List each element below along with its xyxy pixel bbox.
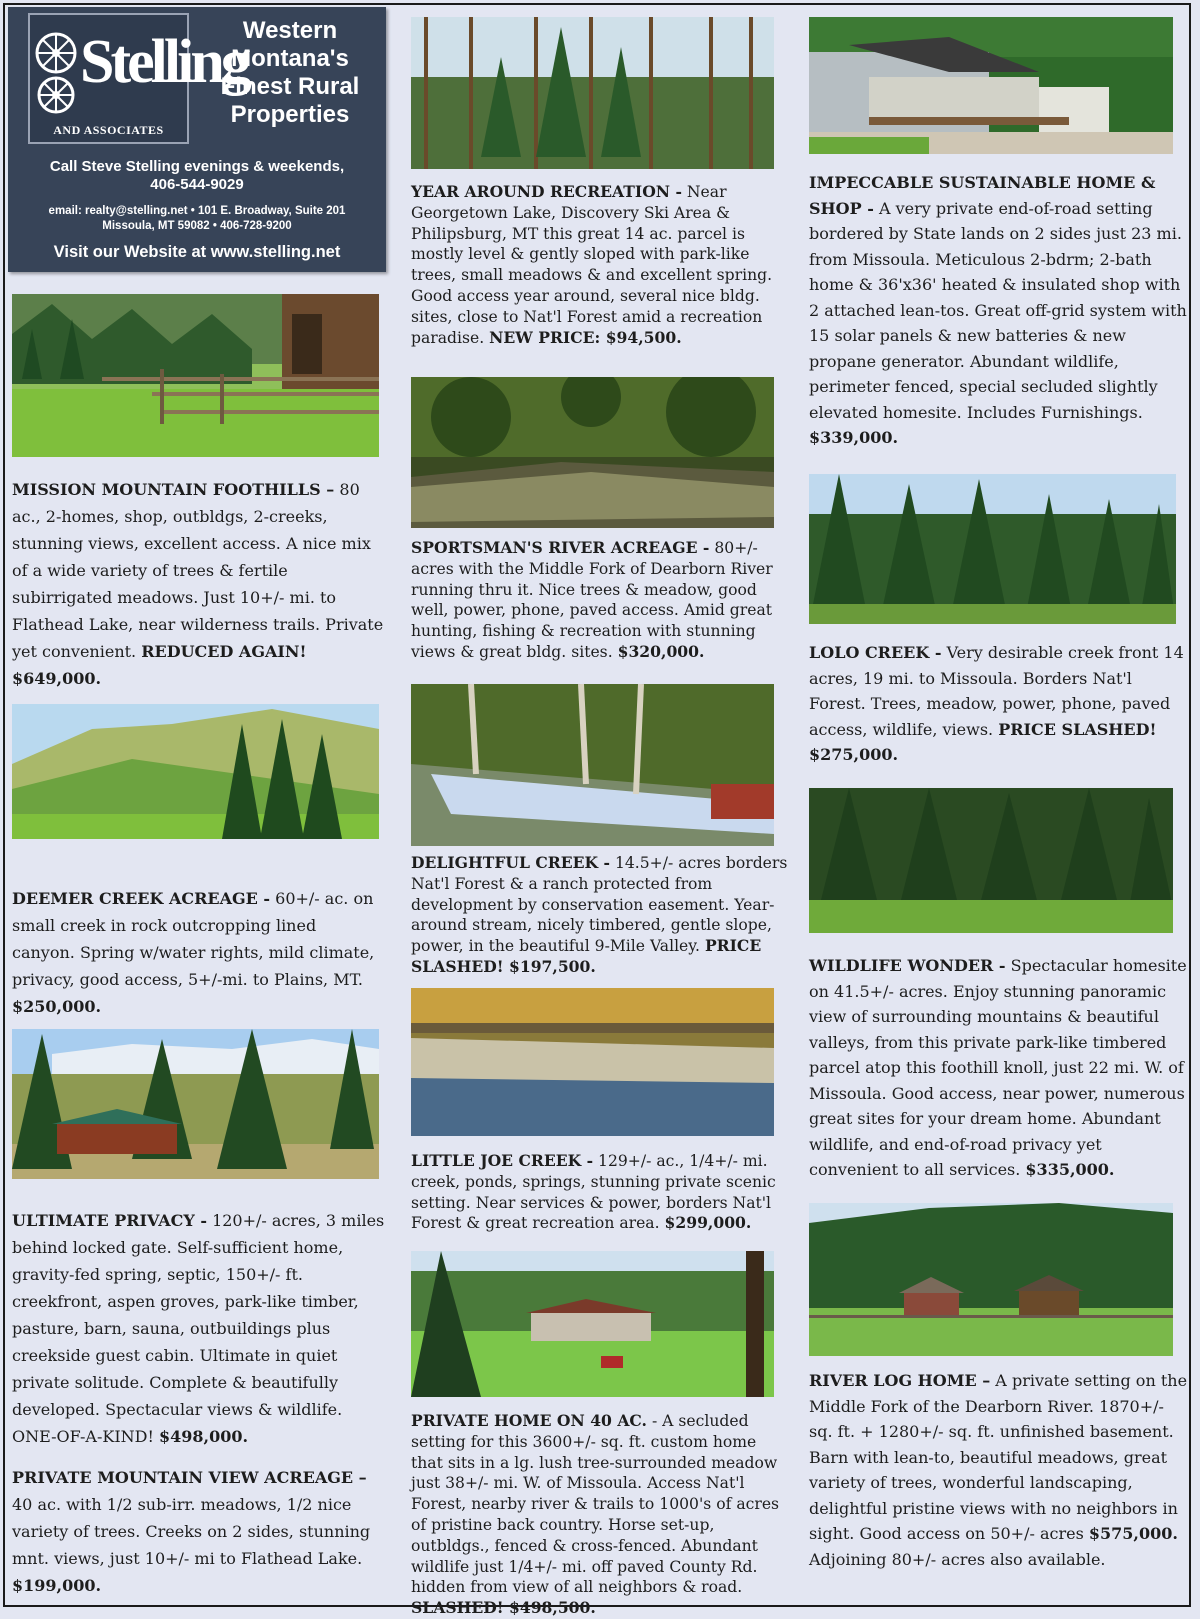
listing-title: ULTIMATE PRIVACY - bbox=[12, 1211, 207, 1230]
listing-body: A very private end-of-road setting bordered by State lands on 2 sides just 23 mi. from Missoula. Meticulous 2-bdrm; 2-bath home & 36'x36' heated & insulated shop with 2 attached lean-tos. Great off-grid system with 15 solar panels & new batteries & new propane generator. Abundant wildlife, perimeter fenced, special secluded slightly elevated homesite. Includes Furnishings. bbox=[809, 198, 1187, 422]
photo-river-log-home bbox=[809, 1203, 1173, 1356]
photo-deemer-creek bbox=[12, 704, 379, 839]
listing-title: LITTLE JOE CREEK - bbox=[411, 1151, 594, 1170]
listing-year-around-recreation bbox=[411, 182, 789, 348]
listing-title: PRIVATE HOME ON 40 AC. bbox=[411, 1411, 647, 1430]
listing-price: NEW PRICE: $94,500. bbox=[489, 327, 682, 347]
photo-impeccable-sustainable-home bbox=[809, 17, 1173, 154]
email-address-line[interactable]: email: realty@stelling.net • 101 E. Broadway, Suite 201 bbox=[48, 205, 346, 217]
listing-price: $498,000. bbox=[158, 1427, 249, 1446]
postal-address-line: Missoula, MT 59082 • 406-728-9200 bbox=[102, 220, 292, 232]
call-line: Call Steve Stelling evenings & weekends, bbox=[49, 158, 345, 175]
listing-private-home-40-ac bbox=[411, 1411, 789, 1619]
listing-price: $339,000. bbox=[809, 428, 899, 447]
logo-wordmark: Stelling bbox=[80, 28, 248, 96]
listing-body: 40 ac. with 1/2 sub-irr. meadows, 1/2 nice variety of trees. Creeks on 2 sides, stunning mnt. views, just 10+/- mi to Flathead Lake. bbox=[12, 1495, 371, 1568]
photo-year-around-recreation bbox=[411, 17, 774, 169]
photo-mission-mountain bbox=[12, 294, 379, 457]
logo-subtitle: AND ASSOCIATES bbox=[53, 123, 164, 137]
listing-tail: Adjoining 80+/- acres also available. bbox=[809, 1549, 1106, 1569]
call-phone[interactable]: 406-544-9029 bbox=[150, 176, 244, 193]
listing-price: SLASHED! $498,500. bbox=[411, 1598, 596, 1618]
listing-sportsmans-river bbox=[411, 538, 789, 663]
listing-price: $299,000. bbox=[664, 1213, 752, 1233]
photo-delightful-creek bbox=[411, 684, 774, 846]
wagon-wheel-icon bbox=[34, 23, 78, 123]
listing-price: PRICE SLASHED! $197,500. bbox=[411, 936, 762, 976]
listing-body: 129+/- ac., 1/4+/- mi. creek, ponds, springs, stunning private scenic setting. Near services & power, borders Nat'l Forest & great recreation area. bbox=[411, 1152, 776, 1233]
photo-wildlife-wonder bbox=[809, 788, 1173, 933]
listing-title: YEAR AROUND RECREATION - bbox=[411, 182, 682, 201]
listing-little-joe-creek bbox=[411, 1151, 789, 1234]
listing-price: REDUCED AGAIN! $649,000. bbox=[12, 642, 307, 688]
listing-title: LOLO CREEK - bbox=[809, 643, 942, 662]
listing-price: PRICE SLASHED! $275,000. bbox=[809, 719, 1157, 764]
photo-ultimate-privacy bbox=[12, 1029, 379, 1179]
photo-private-home-40-ac bbox=[411, 1251, 774, 1397]
listing-price: $575,000. bbox=[1088, 1524, 1178, 1543]
listing-body: 14.5+/- acres borders Nat'l Forest & a ranch protected from development by conservation easement. Year-around stream, nicely timbered, gentle slope, power, in the beautiful 9-Mile Valley. bbox=[411, 854, 788, 956]
listing-title: PRIVATE MOUNTAIN VIEW ACREAGE – bbox=[12, 1468, 367, 1487]
listing-title: MISSION MOUNTAIN FOOTHILLS – bbox=[12, 480, 335, 499]
listing-body: 120+/- acres, 3 miles behind locked gate. Self-sufficient home, gravity-fed spring, septic, 150+/- ft. creekfront, aspen groves, park-like timber, pasture, barn, sauna, outbuildings plus creekside guest cabin. Ultimate in quiet private solitude. Complete & beautifully developed. Spectacular views & wildlife. ONE-OF-A-KIND! bbox=[12, 1211, 385, 1446]
photo-little-joe-creek bbox=[411, 988, 774, 1136]
listing-body: Very desirable creek front 14 acres, 19 mi. to Missoula. Borders Nat'l Forest. Trees, meadow, power, phone, paved access, wildlife, views. bbox=[809, 643, 1184, 739]
listing-price: $250,000. bbox=[12, 997, 102, 1016]
listing-title: WILDLIFE WONDER - bbox=[809, 956, 1006, 975]
listing-body: A private setting on the Middle Fork of the Dearborn River. 1870+/- sq. ft. + 1280+/- sq. ft. unfinished basement. Barn with lean-to, beautiful meadows, great variety of trees, wonderful landscaping, delightful pristine views with no neighbors in sight. Good access on 50+/- acres bbox=[809, 1371, 1188, 1543]
listing-body: Near Georgetown Lake, Discovery Ski Area & Philipsburg, MT this great 14 ac. parcel is mostly level & gently sloped with park-like trees, small meadows & and excellent spring. Good access year around, several nice bldg. sites, close to Nat'l Forest amid a recreation paradise. bbox=[411, 183, 773, 347]
listing-deemer-creek bbox=[12, 885, 384, 1020]
listing-body: 60+/- ac. on small creek in rock outcropping lined canyon. Spring w/water rights, mild climate, privacy, good access, 5+/-mi. to Plains, MT. bbox=[12, 889, 375, 989]
listing-private-mountain-view bbox=[12, 1464, 387, 1599]
listing-impeccable-sustainable-home bbox=[809, 170, 1189, 451]
listing-ultimate-privacy bbox=[12, 1207, 387, 1450]
listing-title: DEEMER CREEK ACREAGE - bbox=[12, 889, 271, 908]
photo-lolo-creek bbox=[809, 474, 1176, 624]
listing-body: 80+/- acres with the Middle Fork of Dearborn River running thru it. Nice trees & meadow, good well, power, phone, paved access. Amid great hunting, fishing & recreation with stunning views & great bldg. sites. bbox=[411, 539, 773, 661]
photo-sportsmans-river bbox=[411, 377, 774, 528]
listing-delightful-creek bbox=[411, 853, 789, 978]
listing-price: $199,000. bbox=[12, 1576, 102, 1595]
listing-wildlife-wonder bbox=[809, 953, 1189, 1183]
listing-body: - A secluded setting for this 3600+/- sq. ft. custom home that sits in a lg. lush tree-surrounded meadow just 38+/- mi. W. of Missoula. Access Nat'l Forest, nearby river & trails to 1000's of acres of pristine back country. Horse set-up, outbldgs., fenced & cross-fenced. Abundant wildlife just 1/4+/- mi. off paved County Rd. hidden from view of all neighbors & road. bbox=[411, 1412, 780, 1597]
company-logo bbox=[28, 13, 248, 144]
listing-price: $335,000. bbox=[1025, 1160, 1115, 1179]
listing-price: $320,000. bbox=[617, 641, 705, 661]
listing-title: DELIGHTFUL CREEK - bbox=[411, 853, 610, 872]
brand-header bbox=[8, 7, 386, 272]
listing-title: RIVER LOG HOME – bbox=[809, 1371, 991, 1390]
listing-title: IMPECCABLE SUSTAINABLE HOME & SHOP - bbox=[809, 173, 1156, 218]
listing-body: 80 ac., 2-homes, shop, outbldgs, 2-creeks, stunning views, excellent access. A nice mix of a wide variety of trees & fertile subirrigated meadows. Just 10+/- mi. to Flathead Lake, near wilderness trails. Private yet convenient. bbox=[12, 480, 384, 661]
listing-mission-mountain bbox=[12, 476, 384, 692]
listing-title: SPORTSMAN'S RIVER ACREAGE - bbox=[411, 538, 710, 557]
website-line[interactable]: Visit our Website at www.stelling.net bbox=[53, 243, 341, 261]
listing-lolo-creek bbox=[809, 640, 1189, 768]
listing-river-log-home bbox=[809, 1368, 1189, 1572]
tagline: Western Montana's Finest Rural Properties bbox=[220, 17, 360, 128]
listing-body: Spectacular homesite on 41.5+/- acres. Enjoy stunning panoramic view of surrounding mountains & beautiful valleys, from this private park-like timbered parcel atop this foothill knoll, just 22 mi. W. of Missoula. Good access, near power, numerous great sites for your dream home. Abundant wildlife, and end-of-road privacy yet convenient to all services. bbox=[809, 956, 1187, 1179]
